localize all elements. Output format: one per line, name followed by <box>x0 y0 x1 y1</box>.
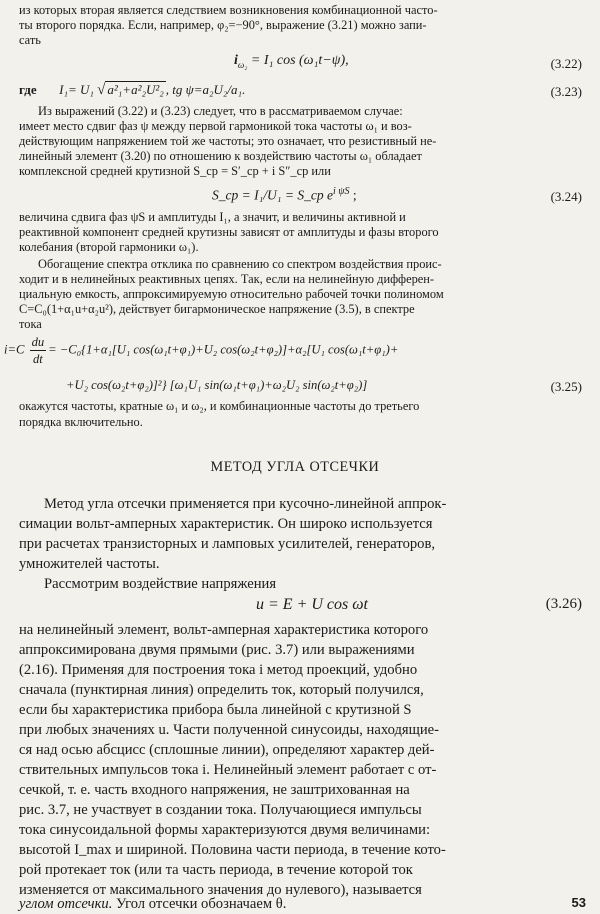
eq-3-22-lhs: i <box>234 53 238 68</box>
equation-3-26: u = E + U cos ωt <box>256 596 368 613</box>
text-line: циальную емкость, аппроксимируемую относительно рабочей точки полиномом <box>19 287 444 301</box>
eq-3-23-lhs: I₁= U₁ <box>59 82 94 97</box>
eq-3-25-frac-num: du <box>31 335 45 349</box>
equation-3-25-line2: +U₂ cos(ω₂t+φ₂)]²} [ω₁U₁ sin(ω₁t+φ₁)+ω₂U₂ sin(ω₂t+φ₂)] <box>66 378 368 392</box>
text-line: имеет место сдвиг фаз ψ между первой гармоникой тока частоты ω₁ и воз- <box>19 119 412 133</box>
text-line: ты второго порядка. Если, например, φ₂=−90°, выражение (3.21) можно запи- <box>19 18 427 32</box>
eq-3-25-frac-den: dt <box>32 352 43 366</box>
text-line: при любых значениях u. Части полученной синусоиды, находящие- <box>19 722 439 738</box>
text-line: аппроксимирована двумя прямыми (рис. 3.7) или выражениями <box>19 642 415 658</box>
text-line: при расчетах транзисторных и ламповых усилителей, генераторов, <box>19 536 436 552</box>
text-line: Из выражений (3.22) и (3.23) следует, что в рассматриваемом случае: <box>38 104 403 118</box>
text-line: Метод угла отсечки применяется при кусочно-линейной аппрок- <box>44 496 447 512</box>
text-line: величина сдвига фаз ψS и амплитуды I₁, а значит, и величины активной и <box>19 210 406 224</box>
text-line: порядка включительно. <box>19 415 143 429</box>
text-line: ся над осью абсцисс (сплошные линии), определяют характер дей- <box>19 742 435 758</box>
equation-number: (3.25) <box>550 379 582 394</box>
eq-3-24-tail: ; <box>349 187 357 203</box>
equation-3-24 <box>212 186 357 204</box>
text-line: тока синусоидальной формы характеризуются двумя величинами: <box>19 822 431 838</box>
equation-number: (3.23) <box>550 84 582 99</box>
last-line-rest: Угол отсечки обозначаем θ. <box>112 896 287 912</box>
text-line: ствительных импульсов тока i. Нелинейный элемент работает с от- <box>19 762 437 778</box>
sqrt-sign: √ <box>97 82 106 98</box>
eq-3-25-fraction <box>30 334 47 367</box>
text-line: симации вольт-амперных характеристик. Он широко используется <box>19 516 433 532</box>
text-line: умножителей частоты. <box>19 556 160 572</box>
eq-3-25-line1: = −C₀{1+α₁[U₁ cos(ω₁t+φ₁)+U₂ cos(ω₂t+φ₂)]+α₂[U₁ cos(ω₁t+φ₁)+ <box>48 342 399 357</box>
last-line <box>19 894 286 914</box>
equation-3-25-line1 <box>4 334 398 367</box>
text-line: рис. 3.7, не участвует в создании тока. Получающиеся импульсы <box>19 802 422 818</box>
text-line: реактивной компонент средней крутизны зависят от амплитуды и фазы второго <box>19 225 439 239</box>
term-cutoff-angle: углом отсечки. <box>19 896 113 912</box>
text-line: сечкой, т. е. часть входного напряжения, не заштрихованная на <box>19 782 410 798</box>
eq-3-23-rest: , tg ψ=a₂U₂/a₁. <box>165 82 246 97</box>
section-heading: МЕТОД УГЛА ОТСЕЧКИ <box>210 459 380 475</box>
text-line: Рассмотрим воздействие напряжения <box>44 576 277 592</box>
text-line: колебания (второй гармоники ω₁). <box>19 240 199 254</box>
text-line: изменяется от максимального значения до нулевого), называется <box>19 882 422 898</box>
equation-number: (3.24) <box>550 189 582 204</box>
page-number: 53 <box>571 895 586 910</box>
eq-3-22-lhs-sub: ω₂ <box>237 59 248 70</box>
equation-number: (3.22) <box>550 56 582 71</box>
text-line: комплексной средней крутизной S_cp = S′_cp + i S″_cp или <box>19 164 331 178</box>
text-line: если бы характеристика прибора была линейной с крутизной S <box>19 702 412 718</box>
eq-3-22-rhs: = I₁ cos (ω₁t−ψ), <box>247 53 349 68</box>
equation-3-22 <box>234 53 349 70</box>
eq-3-25-prefix: i=C <box>4 342 25 357</box>
text-line: рой протекает ток (или та часть периода, в течение которой ток <box>19 862 413 878</box>
equation-number: (3.26) <box>545 596 582 612</box>
text-line: (2.16). Применяя для построения тока i метод проекций, удобно <box>19 662 418 678</box>
text-line: линейный элемент (3.20) по отношению к воздействию частоты ω₁ обладает <box>19 149 422 163</box>
equation-3-23 <box>19 82 245 99</box>
eq-3-23-radicand: a²₁+a²₂U²₂ <box>107 82 164 97</box>
eq-3-24-exp: i ψS <box>332 186 350 197</box>
text-line: тока <box>19 317 42 331</box>
text-line: окажутся частоты, кратные ω₁ и ω₂, и комбинационные частоты до третьего <box>19 399 420 413</box>
text-line: C=C₀(1+α₁u+α₂u²), действует бигармоническое напряжение (3.5), в спектре <box>19 302 415 316</box>
text-line: сначала (пунктирная линия) определить ток, который получился, <box>19 682 424 698</box>
eq-3-23-where: где <box>19 82 37 97</box>
text-line: высотой I_max и шириной. Половина части периода, в течение кото- <box>19 842 446 858</box>
text-line: Обогащение спектра отклика по сравнению со спектром воздействия проис- <box>38 257 442 271</box>
text-line: из которых вторая является следствием возникновения комбинационной часто- <box>19 3 438 17</box>
text-line: ходит и в нелинейных реактивных цепях. Так, если на нелинейную дифферен- <box>19 272 435 286</box>
text-line: сать <box>19 33 41 47</box>
text-line: на нелинейный элемент, вольт-амперная характеристика которого <box>19 622 429 638</box>
eq-3-24-lhs: S_cp = I₁/U₁ = S_cp e <box>212 187 333 203</box>
text-line: действующим напряжением той же частоты; это означает, что резистивный не- <box>19 134 437 148</box>
